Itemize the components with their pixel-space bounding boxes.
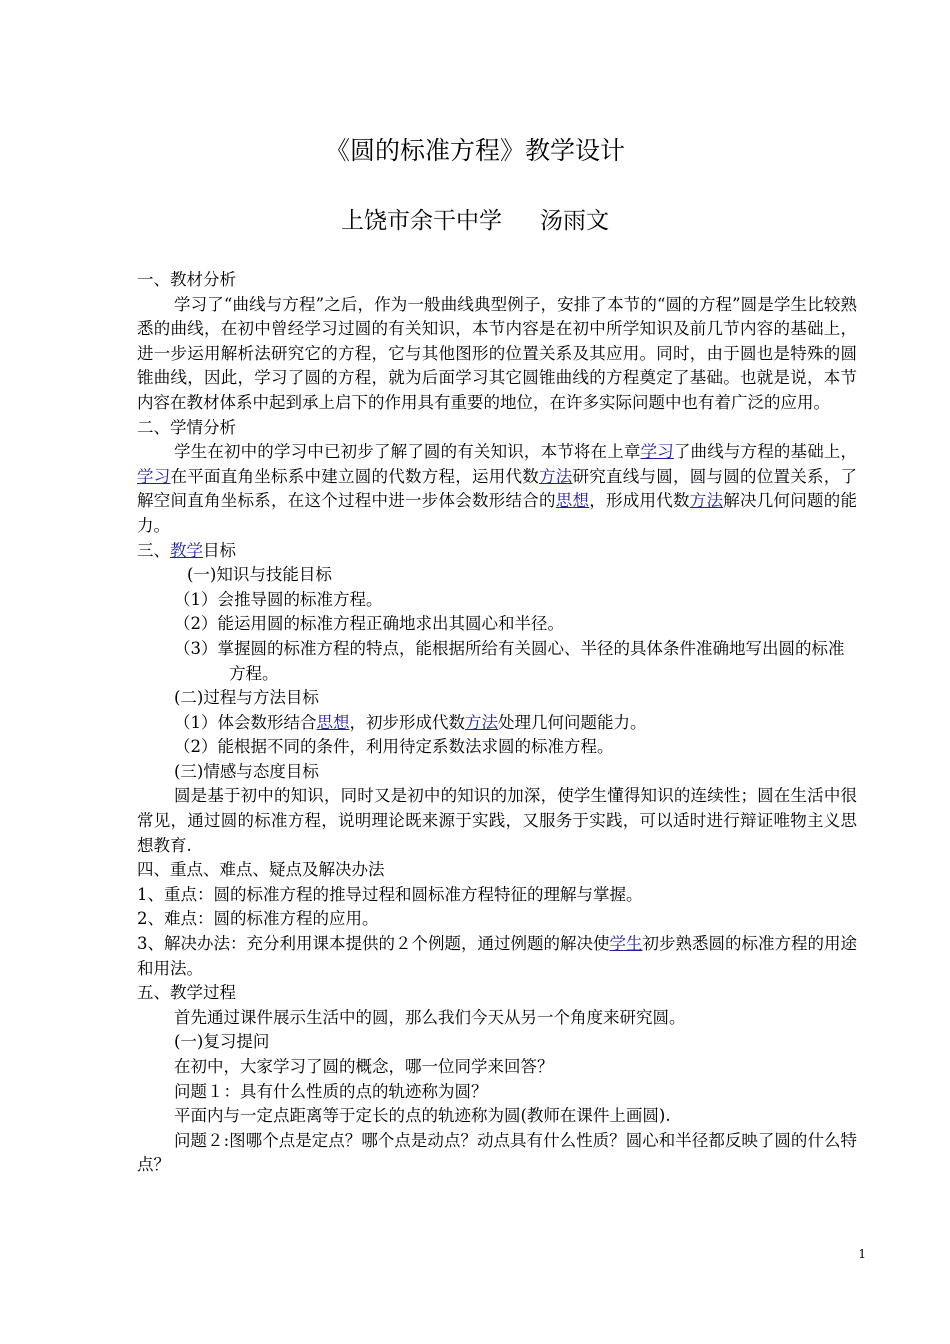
section-heading-3: 三、教学目标: [137, 540, 236, 560]
author-name: 汤雨文: [540, 208, 609, 234]
goal-item-3: （3）掌握圆的标准方程的特点，能根据所给有关圆心、半径的具体条件准确地写出圆的标准方程。: [174, 638, 845, 683]
subheading-knowledge-goals: (一)知识与技能目标: [187, 565, 332, 585]
difficulty-item: 2、难点：圆的标准方程的应用。: [137, 909, 379, 929]
review-answer-1: 平面内与一定点距离等于定长的点的轨迹称为圆(教师在课件上画圆).: [174, 1106, 671, 1126]
section-heading-2: 二、学情分析: [137, 417, 236, 437]
subheading-emotion-goals: (三)情感与态度目标: [174, 761, 319, 781]
solution-item: 3、解决办法：充分利用课本提供的２个例题，通过例题的解决使学生初步熟悉圆的标准方程的用途和用法。: [137, 934, 857, 978]
process-goal-1: （1）体会数形结合思想，初步形成代数方法处理几何问题能力。: [174, 712, 647, 732]
review-question-0: 在初中，大家学习了圆的概念，哪一位同学来回答？: [174, 1057, 554, 1076]
section-heading-1: 一、教材分析: [137, 270, 236, 289]
document-title: 《圆的标准方程》教学设计: [324, 136, 625, 165]
paragraph-emotion-goals: 圆是基于初中的知识，同时又是初中的知识的加深，使学生懂得知识的连续性；圆在生活中很常见，通过圆的标准方程，说明理论既来源于实践，又服务于实践，可以适时进行辩证唯物主义思想教育.: [137, 786, 857, 855]
key-point-item: 1、重点：圆的标准方程的推导过程和圆标准方程特征的理解与掌握。: [137, 884, 643, 904]
school-name: 上饶市余干中学: [341, 208, 502, 234]
goal-item-1: （1）会推导圆的标准方程。: [174, 589, 383, 609]
page-number: 1: [858, 1247, 866, 1261]
link-xuexi-1[interactable]: 学习: [640, 442, 674, 462]
process-goal-2: （2）能根据不同的条件，利用待定系数法求圆的标准方程。: [174, 737, 614, 757]
link-sixiang-2[interactable]: 思想: [316, 712, 350, 732]
section-heading-5: 五、教学过程: [137, 983, 236, 1003]
section-heading-4: 四、重点、难点、疑点及解决办法: [137, 860, 385, 880]
author-line: [0, 205, 950, 237]
link-fangfa-2[interactable]: 方法: [689, 491, 724, 511]
link-xuexi-2[interactable]: 学习: [137, 466, 171, 486]
paragraph-student-analysis: 学生在初中的学习中已初步了解了圆的有关知识，本节将在上章学习了曲线与方程的基础上，学习在平面直角坐标系中建立圆的代数方程，运用代数方法研究直线与圆，圆与圆的位置关系，了解空间直角坐标系，在这个过程中进一步体会数形结合的思想，形成用代数方法解决几何问题的能力。: [137, 442, 858, 535]
subheading-process-goals: (二)过程与方法目标: [174, 688, 319, 708]
link-sixiang-1[interactable]: 思想: [555, 491, 590, 511]
link-fangfa-1[interactable]: 方法: [539, 466, 573, 486]
link-xuesheng[interactable]: 学生: [609, 934, 643, 954]
paragraph-textbook-analysis: 学习了“曲线与方程”之后，作为一般曲线典型例子，安排了本节的“圆的方程”圆是学生比较熟悉的曲线，在初中曾经学习过圆的有关知识，本节内容是在初中所学知识及前几节内容的基础上，进一步运用解析法研究它的方程，它与其他图形的位置关系及其应用。同时，由于圆也是特殊的圆锥曲线，因此，学习了圆的方程，就为后面学习其它圆锥曲线的方程奠定了基础。也就是说，本节内容在教材体系中起到承上启下的作用具有重要的地位，在许多实际问题中也有着广泛的应用。: [137, 294, 857, 412]
review-question-2: 问题２:图哪个点是定点？哪个点是动点？动点具有什么性质？圆心和半径都反映了圆的什么特点？: [137, 1130, 857, 1175]
review-question-1: 问题１：具有什么性质的点的轨迹称为圆？: [174, 1081, 488, 1101]
paragraph-process-intro: 首先通过课件展示生活中的圆，那么我们今天从另一个角度来研究圆。: [174, 1007, 686, 1027]
document-body: [137, 268, 857, 1178]
link-jiaoxue[interactable]: 教学: [170, 540, 203, 560]
link-fangfa-3[interactable]: 方法: [465, 712, 498, 732]
goal-item-2: （2）能运用圆的标准方程正确地求出其圆心和半径。: [174, 614, 564, 634]
subheading-review: (一)复习提问: [174, 1032, 270, 1052]
